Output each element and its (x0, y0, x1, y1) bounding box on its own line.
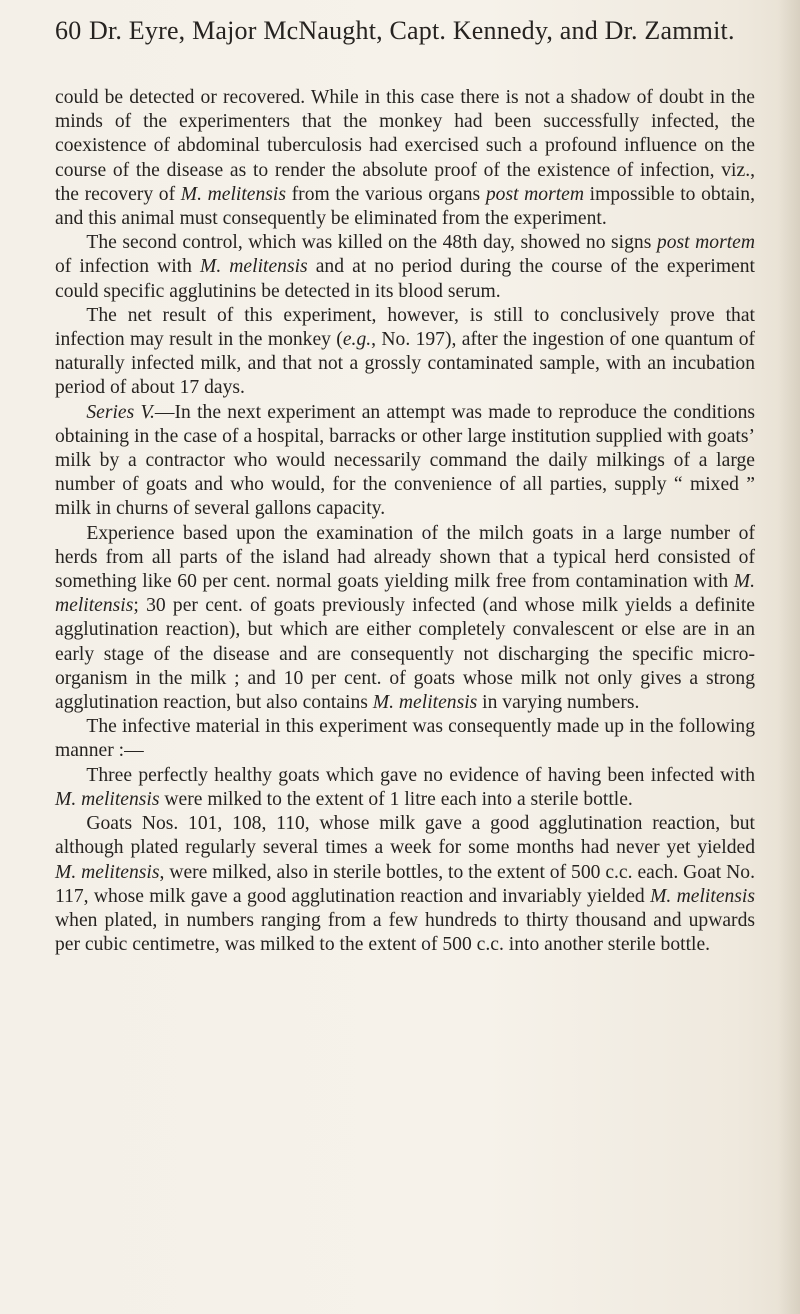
italic-text: M. melitensis (180, 183, 286, 205)
text-run: in varying numbers. (477, 692, 640, 714)
text-run: The net result of this experiment, however, is still to conclusively prove that infection may result in the monkey ( (55, 304, 755, 351)
text-run: impossible to obtain, and this animal must consequently be eliminated from the experiment. (55, 183, 756, 230)
text-run: Goats Nos. 101, 108, 110, whose milk gave a good agglutination reaction, but although plated regularly several times a week for some months had never yet yielded (55, 813, 755, 859)
text-run: when plated, in numbers ranging from a few hundreds to thirty thousand and upwards per cubic centimetre, was milked to the extent of 500 c.c. into another sterile bottle. (55, 909, 755, 956)
page-header (55, 16, 755, 56)
italic-text: post mortem (656, 232, 755, 254)
page-number: 60 (55, 16, 82, 45)
paragraph (55, 304, 755, 401)
page-edge-shadow (778, 0, 800, 1314)
italic-text: M. melitensis (55, 788, 160, 810)
italic-text: M. melitensis (650, 885, 756, 907)
text-run: , were milked, also in sterile bottles, to the extent of 500 c.c. each. Goat No. 117, whose milk gave a good agglutination reaction and invariably yielded (55, 861, 755, 907)
paragraph (55, 764, 755, 812)
text-run: Experience based upon the examination of the milch goats in a large number of herds from all parts of the island had already shown that a typical herd consisted of something like 60 per cent. normal goats yielding milk free from contamination with (55, 522, 755, 593)
text-run: Three perfectly healthy goats which gave no evidence of having been infected with (86, 764, 755, 786)
text-run: from the various organs (286, 183, 486, 205)
italic-text: e.g. (342, 329, 372, 351)
text-run: were milked to the extent of 1 litre each into a sterile bottle. (159, 788, 633, 810)
paragraph (55, 86, 755, 231)
italic-text: post mortem (485, 183, 585, 205)
paragraph (55, 401, 755, 522)
text-run: of infection with (55, 256, 200, 278)
paragraph (55, 812, 755, 957)
text-run: The second control, which was killed on the 48th day, showed no signs (86, 232, 657, 254)
italic-text: M. melitensis (55, 861, 160, 883)
text-run: and at no period during the course of the experiment could specific agglutinins be detected in its blood serum. (55, 256, 755, 302)
italic-text: M. melitensis (55, 571, 755, 617)
italic-text: M. melitensis (200, 256, 308, 278)
text-run: ; 30 per cent. of goats previously infected (and whose milk yields a definite agglutination reaction), but which are either completely convalescent or else are in an early stage of the disease and are consequently not discharging the specific micro-organism in the milk ; and 10 per cent. of goats whose milk not only gives a strong agglutination reaction, but also contains (55, 595, 755, 714)
running-head: Dr. Eyre, Major McNaught, Capt. Kennedy, and Dr. Zammit. (89, 16, 735, 45)
paragraph (55, 231, 755, 304)
text-run: , No. 197), after the ingestion of one quantum of naturally infected milk, and that not a grossly contaminated sample, with an incubation period of about 17 days. (55, 329, 756, 399)
text-run: —In the next experiment an attempt was made to reproduce the conditions obtaining in the case of a hospital, barracks or other large institution supplied with goats’ milk by a contractor who would necessarily command the daily milkings of a large number of goats and who would, for the convenience of all parties, supply “ mixed ” milk in churns of several gallons capacity. (55, 401, 756, 520)
paragraph (55, 522, 755, 716)
italic-text: Series V. (86, 401, 155, 423)
paragraph (55, 715, 755, 763)
text-run: The infective material in this experiment was consequently made up in the following manner :— (55, 716, 755, 762)
text-run: could be detected or recovered. While in this case there is not a shadow of doubt in the minds of the experimenters that the monkey had been successfully infected, the coexistence of abdominal tuberculosis had exercised such a profound influence on the course of the disease as to render the absolute proof of the existence of infection, viz., the recovery of (55, 87, 755, 205)
body-text (55, 86, 755, 957)
italic-text: M. melitensis (372, 692, 478, 714)
